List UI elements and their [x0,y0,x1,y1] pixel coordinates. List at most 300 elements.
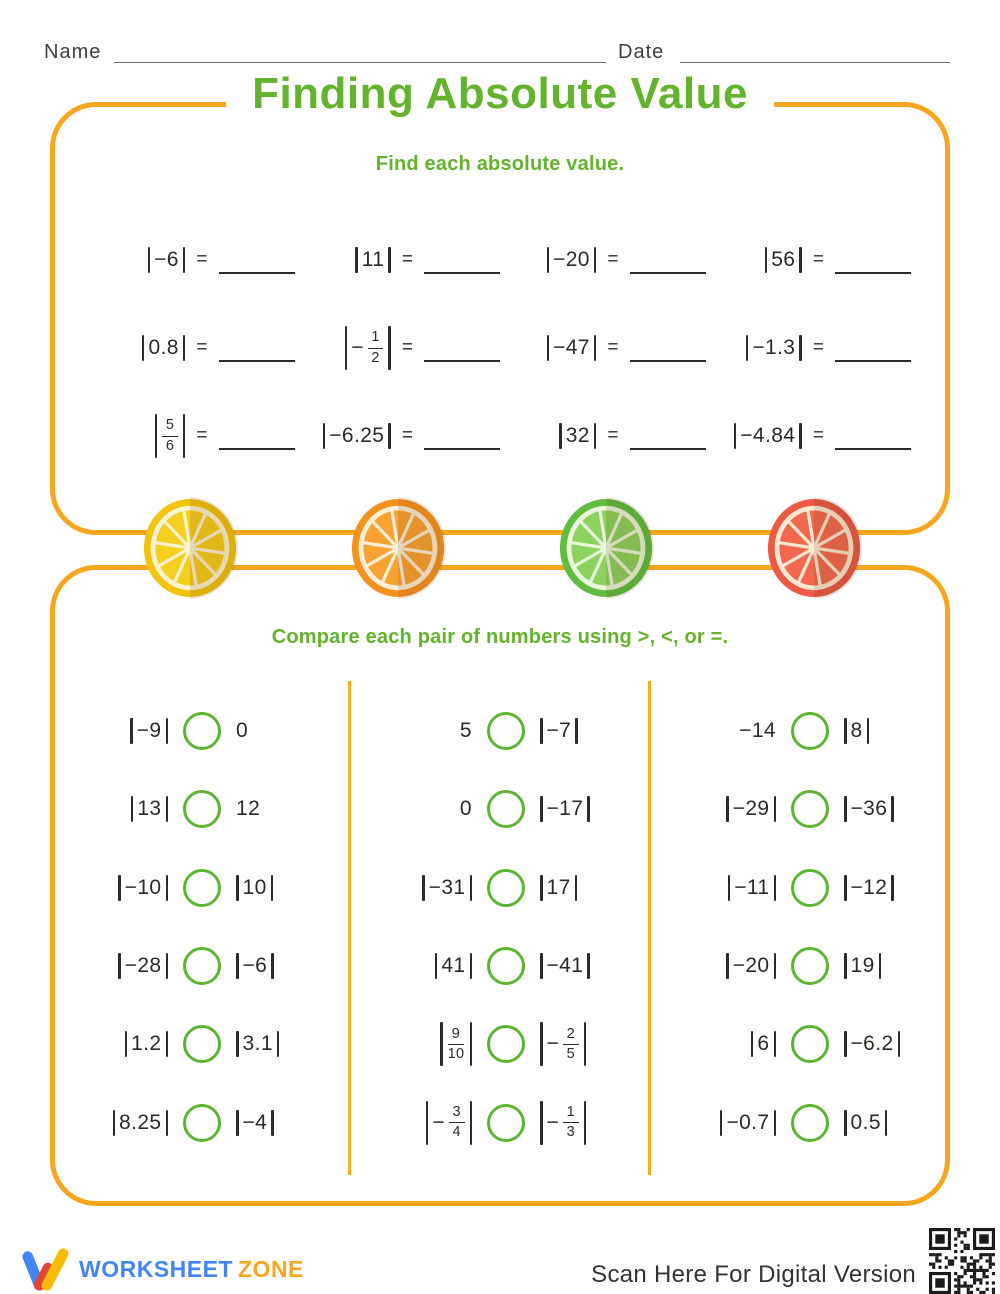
expression [545,335,599,361]
number-text: −28 [124,954,162,978]
number-text: −20 [553,248,590,271]
expression [146,247,188,273]
answer-blank[interactable] [835,430,911,450]
abs-bar [470,1022,473,1066]
fraction [563,1026,578,1064]
comparison-row [354,1005,658,1083]
number-text: 0 [459,797,472,821]
expression [538,796,592,822]
fraction-numerator: 2 [563,1026,578,1045]
expression [842,1110,889,1136]
comparison-answer-circle[interactable] [487,947,525,985]
abs-bar [799,423,802,449]
expression [538,1101,588,1145]
absolute-value-problem [500,423,706,449]
answer-blank[interactable] [219,254,295,274]
comparison-row [658,927,962,1005]
date-label: Date [618,41,665,63]
number-text: −41 [546,954,584,978]
equals-sign: = [607,249,619,270]
abs-bar [131,796,134,822]
left-operand [50,1031,170,1057]
abs-bar [726,953,729,979]
abs-bar [594,423,597,449]
abs-bar [183,414,186,458]
left-operand [658,719,778,743]
right-operand [842,718,962,744]
fraction-denominator: 6 [165,437,175,454]
equals-sign: = [196,249,208,270]
fraction [563,1104,578,1142]
left-operand [50,1110,170,1136]
grapefruit-slice-icon [766,497,862,599]
right-operand [538,953,658,979]
name-line[interactable] [114,62,606,63]
abs-bar [125,1031,128,1057]
answer-blank[interactable] [835,254,911,274]
number-text: −6 [154,248,179,271]
abs-bar [867,718,870,744]
comparison-row [354,927,658,1005]
fraction-denominator: 2 [371,349,380,366]
answer-blank[interactable] [835,342,911,362]
expression [234,797,262,821]
comparison-answer-circle[interactable] [183,947,221,985]
abs-bar [799,335,802,361]
fraction-numerator: 1 [368,329,383,348]
right-operand [538,875,658,901]
expression [234,1031,281,1057]
abs-bar [277,1031,280,1057]
right-operand [842,953,962,979]
absolute-value-problem [89,335,295,361]
number-text: 56 [771,248,796,271]
expression [458,719,474,743]
left-operand [354,953,474,979]
abs-bar [547,335,550,361]
expression [842,953,883,979]
fraction [368,329,383,367]
problem-expression [706,335,804,361]
problem-expression [706,423,804,449]
comparison-answer-circle[interactable] [791,790,829,828]
fraction-denominator: 4 [452,1124,461,1141]
abs-bar [166,1031,169,1057]
abs-bar [113,1110,116,1136]
expression [458,797,474,821]
comparison-column-1 [50,692,354,1162]
comparison-column-3 [658,692,962,1162]
expression [153,414,187,458]
left-operand [658,953,778,979]
right-operand [234,1031,354,1057]
expression [353,247,393,273]
expression [724,953,778,979]
left-operand [354,719,474,743]
comparison-row [354,770,658,848]
expression [438,1022,474,1066]
absolute-value-problem [295,247,501,273]
expression [744,335,804,361]
abs-bar [236,875,239,901]
expression [557,423,598,449]
lime-slice-icon [558,497,654,599]
abs-bar [844,1031,847,1057]
abs-bar [345,326,348,370]
right-operand [538,718,658,744]
number-text: 6 [757,1032,770,1056]
absolute-value-problem [89,247,295,273]
abs-bar [575,718,578,744]
number-text: −4 [242,1110,268,1134]
number-text: −4.84 [740,424,796,447]
expression [234,1110,276,1136]
equals-sign: = [812,249,824,270]
abs-bar [166,875,169,901]
number-text: −6 [242,954,268,978]
comparison-answer-circle[interactable] [487,790,525,828]
problems-row [55,392,945,480]
number-text: −20 [732,954,770,978]
equals-sign: = [812,337,824,358]
left-operand [50,875,170,901]
abs-bar [470,1101,473,1145]
abs-bar [355,247,358,273]
number-text: 41 [441,954,466,978]
comparison-answer-circle[interactable] [183,869,221,907]
comparison-row [658,1005,962,1083]
comparison-row [354,692,658,770]
right-operand [234,1110,354,1136]
expression [420,875,474,901]
answer-blank[interactable] [424,430,500,450]
abs-bar [540,796,543,822]
equals-sign: = [812,425,824,446]
abs-bar [142,335,145,361]
absolute-value-problem [706,335,912,361]
worksheet-title: Finding Absolute Value [226,69,774,119]
section2-instruction: Compare each pair of numbers using >, <, or =. [271,626,729,648]
comparison-row [50,692,354,770]
number-text: 0.5 [850,1110,881,1134]
answer-blank[interactable] [630,430,706,450]
abs-bar [388,423,391,449]
comparison-answer-circle[interactable] [487,869,525,907]
comparison-answer-circle[interactable] [791,869,829,907]
answer-blank[interactable] [630,254,706,274]
number-text: −14 [739,719,776,743]
left-operand [354,797,474,821]
abs-bar [575,875,578,901]
abs-bar [540,1101,543,1145]
number-text: 19 [850,954,875,978]
comparison-answer-circle[interactable] [791,1025,829,1063]
fraction-denominator: 5 [566,1045,576,1062]
equals-sign: = [607,425,619,446]
number-text: 13 [137,797,162,821]
number-text: 8.25 [119,1110,162,1134]
abs-bar [155,414,158,458]
expression [538,718,580,744]
number-text: 3.1 [242,1032,273,1056]
comparison-row [658,770,962,848]
answer-blank[interactable] [219,430,295,450]
number-text: −29 [732,797,770,821]
abs-bar [183,247,186,273]
abs-bar [587,796,590,822]
abs-bar [844,953,847,979]
abs-bar [891,875,894,901]
comparison-row [50,770,354,848]
number-text: 32 [565,424,590,447]
expression [724,796,778,822]
expression [749,1031,778,1057]
expression [129,796,170,822]
expression [538,875,579,901]
comparison-answer-circle[interactable] [183,712,221,750]
qr-code [929,1228,995,1294]
abs-bar [734,423,737,449]
number-text: −36 [850,797,888,821]
expression [140,335,187,361]
right-operand [234,875,354,901]
abs-bar [587,953,590,979]
fraction-numerator: 3 [449,1104,464,1123]
absolute-value-problem [500,247,706,273]
abs-bar [891,796,894,822]
abs-bar [323,423,326,449]
problem-expression [500,247,598,273]
abs-bar [774,875,777,901]
problem-expression [295,326,393,370]
abs-bar [540,1022,543,1066]
abs-bar [584,1022,587,1066]
expression [111,1110,170,1136]
abs-bar [774,796,777,822]
abs-bar [774,1031,777,1057]
abs-bar [388,326,391,370]
left-operand [50,796,170,822]
left-operand [354,1101,474,1145]
expression [732,423,804,449]
number-text: −6.2 [850,1032,894,1056]
left-operand [658,796,778,822]
right-operand [234,797,354,821]
logo-text-zone: ZONE [238,1255,304,1282]
expression [538,953,592,979]
absolute-value-problem [500,335,706,361]
comparison-answer-circle[interactable] [487,1025,525,1063]
answer-blank[interactable] [630,342,706,362]
expression [842,718,871,744]
number-text: −7 [546,719,572,743]
left-operand [658,1110,778,1136]
abs-bar [540,718,543,744]
problems-row [55,304,945,392]
expression [842,796,896,822]
abs-bar [271,875,274,901]
comparison-row [50,927,354,1005]
comparison-answer-circle[interactable] [183,1025,221,1063]
number-text: −31 [428,875,466,899]
expression [424,1101,474,1145]
abs-bar [799,247,802,273]
left-operand [50,718,170,744]
left-operand [658,875,778,901]
abs-bar [728,875,731,901]
answer-blank[interactable] [424,254,500,274]
number-text: 11 [361,248,385,271]
left-operand [354,875,474,901]
abs-bar [879,953,882,979]
number-text: −6.25 [329,424,385,447]
right-operand [842,796,962,822]
abs-bar [765,247,768,273]
expression [234,875,275,901]
answer-blank[interactable] [219,342,295,362]
problem-expression [500,335,598,361]
abs-bar [751,1031,754,1057]
fraction-numerator: 5 [162,417,177,436]
comparison-answer-circle[interactable] [183,790,221,828]
expression [116,953,170,979]
problem-expression [89,335,187,361]
expression [123,1031,170,1057]
comparison-row [50,1005,354,1083]
left-operand [658,1031,778,1057]
comparison-row [658,692,962,770]
abs-bar [540,875,543,901]
absolute-value-problem [295,423,501,449]
right-operand [234,719,354,743]
expression [726,875,778,901]
comparison-answer-circle[interactable] [487,712,525,750]
abs-bar [559,423,562,449]
minus-sign: − [546,1032,560,1056]
right-operand [842,1031,962,1057]
right-operand [842,875,962,901]
number-text: 5 [459,719,472,743]
abs-bar [844,1110,847,1136]
abs-bar [426,1101,429,1145]
abs-bar [540,953,543,979]
number-text: −12 [850,875,888,899]
orange-slice-icon [350,497,446,599]
expression [343,326,393,370]
abs-bar [844,718,847,744]
expression [433,953,474,979]
expression [763,247,804,273]
number-text: 10 [242,875,267,899]
number-text: 12 [236,797,261,821]
abs-bar [746,335,749,361]
expression [321,423,393,449]
comparison-answer-circle[interactable] [791,712,829,750]
fraction [448,1026,465,1064]
abs-bar [844,796,847,822]
comparison-column-2 [354,692,658,1162]
problem-expression [295,247,393,273]
date-line[interactable] [680,62,950,63]
number-text: 0 [236,719,249,743]
right-operand [538,796,658,822]
number-text: 0.8 [148,336,179,359]
absolute-value-problem [706,423,912,449]
number-text: −0.7 [726,1110,770,1134]
expression [842,875,896,901]
equals-sign: = [196,425,208,446]
name-label: Name [44,41,102,63]
comparison-row [354,1084,658,1162]
abs-bar [388,247,391,273]
abs-bar [166,796,169,822]
expression [234,719,250,743]
abs-bar [236,1110,239,1136]
number-text: −17 [546,797,584,821]
abs-bar [774,953,777,979]
equals-sign: = [196,337,208,358]
abs-bar [166,953,169,979]
abs-bar [470,875,473,901]
expression [116,875,170,901]
worksheet-zone-logo [20,1246,304,1292]
comparison-answer-circle[interactable] [487,1104,525,1142]
worksheet-zone-logo-icon [20,1246,70,1292]
number-text: −1.3 [752,336,796,359]
minus-sign: − [546,1110,560,1134]
comparison-answer-circle[interactable] [791,947,829,985]
lemon-slice-icon [142,497,238,599]
abs-bar [183,335,186,361]
abs-bar [774,1110,777,1136]
answer-blank[interactable] [424,342,500,362]
abs-bar [236,953,239,979]
abs-bar [118,875,121,901]
number-text: −9 [136,719,162,743]
absolute-value-problem [706,247,912,273]
abs-bar [148,247,151,273]
abs-bar [726,796,729,822]
fraction [449,1104,464,1142]
minus-sign: − [432,1110,446,1134]
expression [842,1031,902,1057]
abs-bar [166,718,169,744]
right-operand [234,953,354,979]
problems-row [55,216,945,304]
abs-bar [118,953,121,979]
section1-instruction: Find each absolute value. [375,153,625,175]
abs-bar [422,875,425,901]
fraction [162,417,177,455]
comparison-answer-circle[interactable] [183,1104,221,1142]
abs-bar [898,1031,901,1057]
comparison-row [354,849,658,927]
abs-bar [166,1110,169,1136]
equals-sign: = [607,337,619,358]
comparison-answer-circle[interactable] [791,1104,829,1142]
right-operand [538,1101,658,1145]
expression [538,1022,588,1066]
right-operand [538,1022,658,1066]
problem-expression [500,423,598,449]
absolute-value-problem [295,326,501,370]
expression [737,719,778,743]
problem-expression [89,247,187,273]
abs-bar [594,335,597,361]
abs-bar [440,1022,443,1066]
comparison-grid [50,692,950,1162]
number-text: −11 [734,875,770,899]
